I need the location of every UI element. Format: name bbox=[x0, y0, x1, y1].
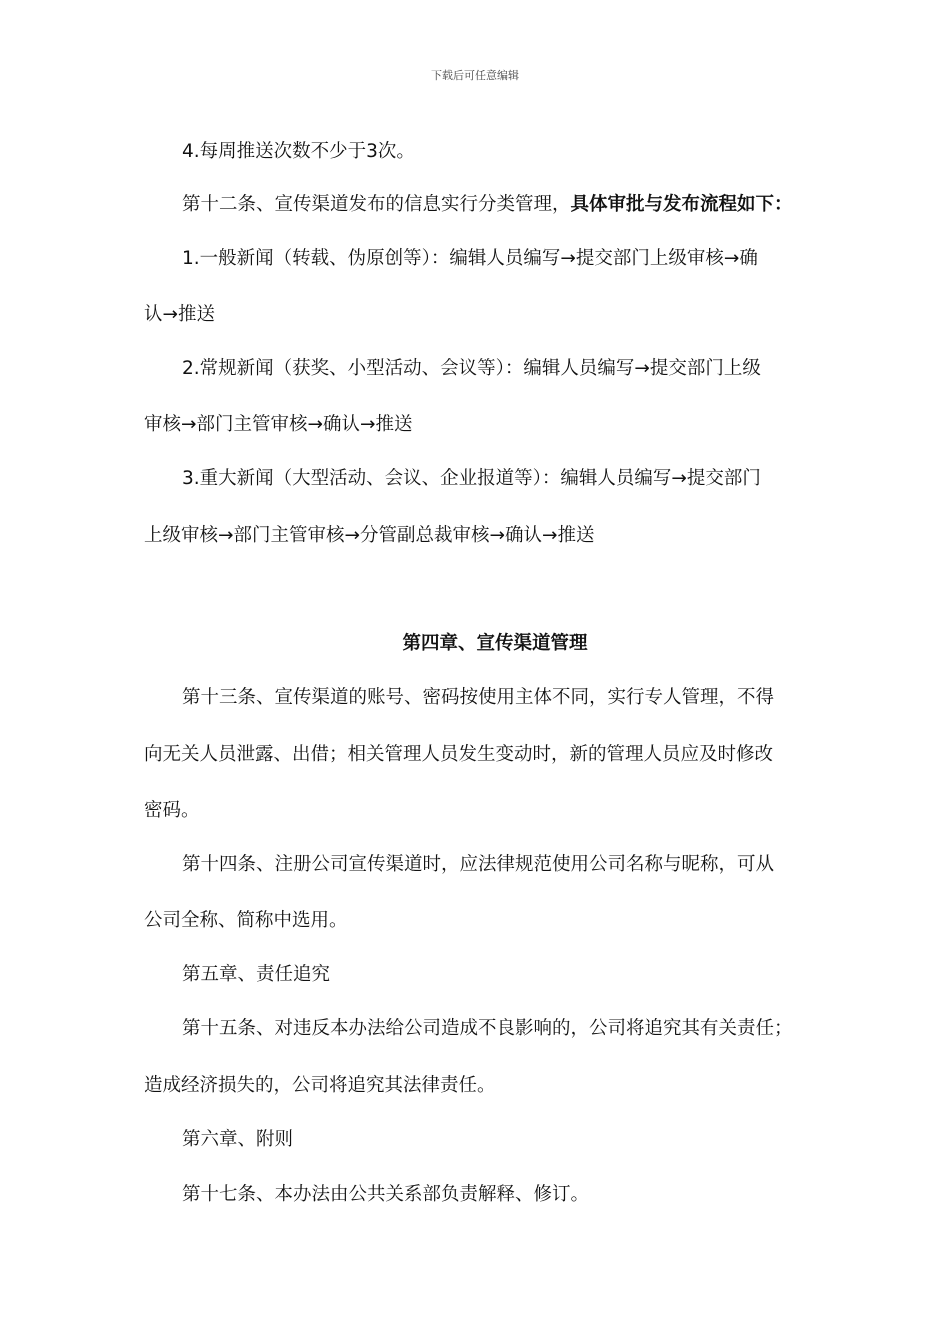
paragraph-line: 造成经济损失的，公司将追究其法律责任。 bbox=[144, 1075, 496, 1096]
article-12-line bbox=[0, 193, 950, 217]
paragraph-line: 审核→部门主管审核→确认→推送 bbox=[144, 414, 413, 435]
article-12-text: 第十二条、宣传渠道发布的信息实行分类管理， bbox=[182, 194, 571, 215]
paragraph-line: 认→推送 bbox=[144, 304, 216, 325]
chapter-4-heading: 第四章、宣传渠道管理 bbox=[402, 633, 588, 654]
article-12-bold-text: 具体审批与发布流程如下： bbox=[570, 194, 793, 215]
paragraph-line: 第十五条、对违反本办法给公司造成不良影响的，公司将追究其有关责任； bbox=[182, 1018, 793, 1039]
paragraph-line: 2.常规新闻（获奖、小型活动、会议等）：编辑人员编写→提交部门上级 bbox=[182, 358, 761, 379]
paragraph-line: 上级审核→部门主管审核→分管副总裁审核→确认→推送 bbox=[144, 525, 595, 546]
chapter-5-heading: 第五章、责任追究 bbox=[182, 964, 331, 985]
paragraph-line: 4.每周推送次数不少于3次。 bbox=[182, 141, 415, 162]
paragraph-line: 向无关人员泄露、出借；相关管理人员发生变动时，新的管理人员应及时修改 bbox=[144, 744, 774, 765]
paragraph-line: 密码。 bbox=[144, 800, 200, 821]
paragraph-line: 1.一般新闻（转载、伪原创等）：编辑人员编写→提交部门上级审核→确 bbox=[182, 248, 758, 269]
page-header-note: 下载后可任意编辑 bbox=[431, 69, 519, 82]
paragraph-line: 第十三条、宣传渠道的账号、密码按使用主体不同，实行专人管理，不得 bbox=[182, 687, 775, 708]
chapter-6-heading: 第六章、附则 bbox=[182, 1129, 294, 1150]
paragraph-line: 公司全称、简称中选用。 bbox=[144, 910, 348, 931]
paragraph-line: 3.重大新闻（大型活动、会议、企业报道等）：编辑人员编写→提交部门 bbox=[182, 468, 761, 489]
paragraph-line: 第十七条、本办法由公共关系部负责解释、修订。 bbox=[182, 1184, 590, 1205]
paragraph-line: 第十四条、注册公司宣传渠道时，应法律规范使用公司名称与昵称，可从 bbox=[182, 854, 775, 875]
